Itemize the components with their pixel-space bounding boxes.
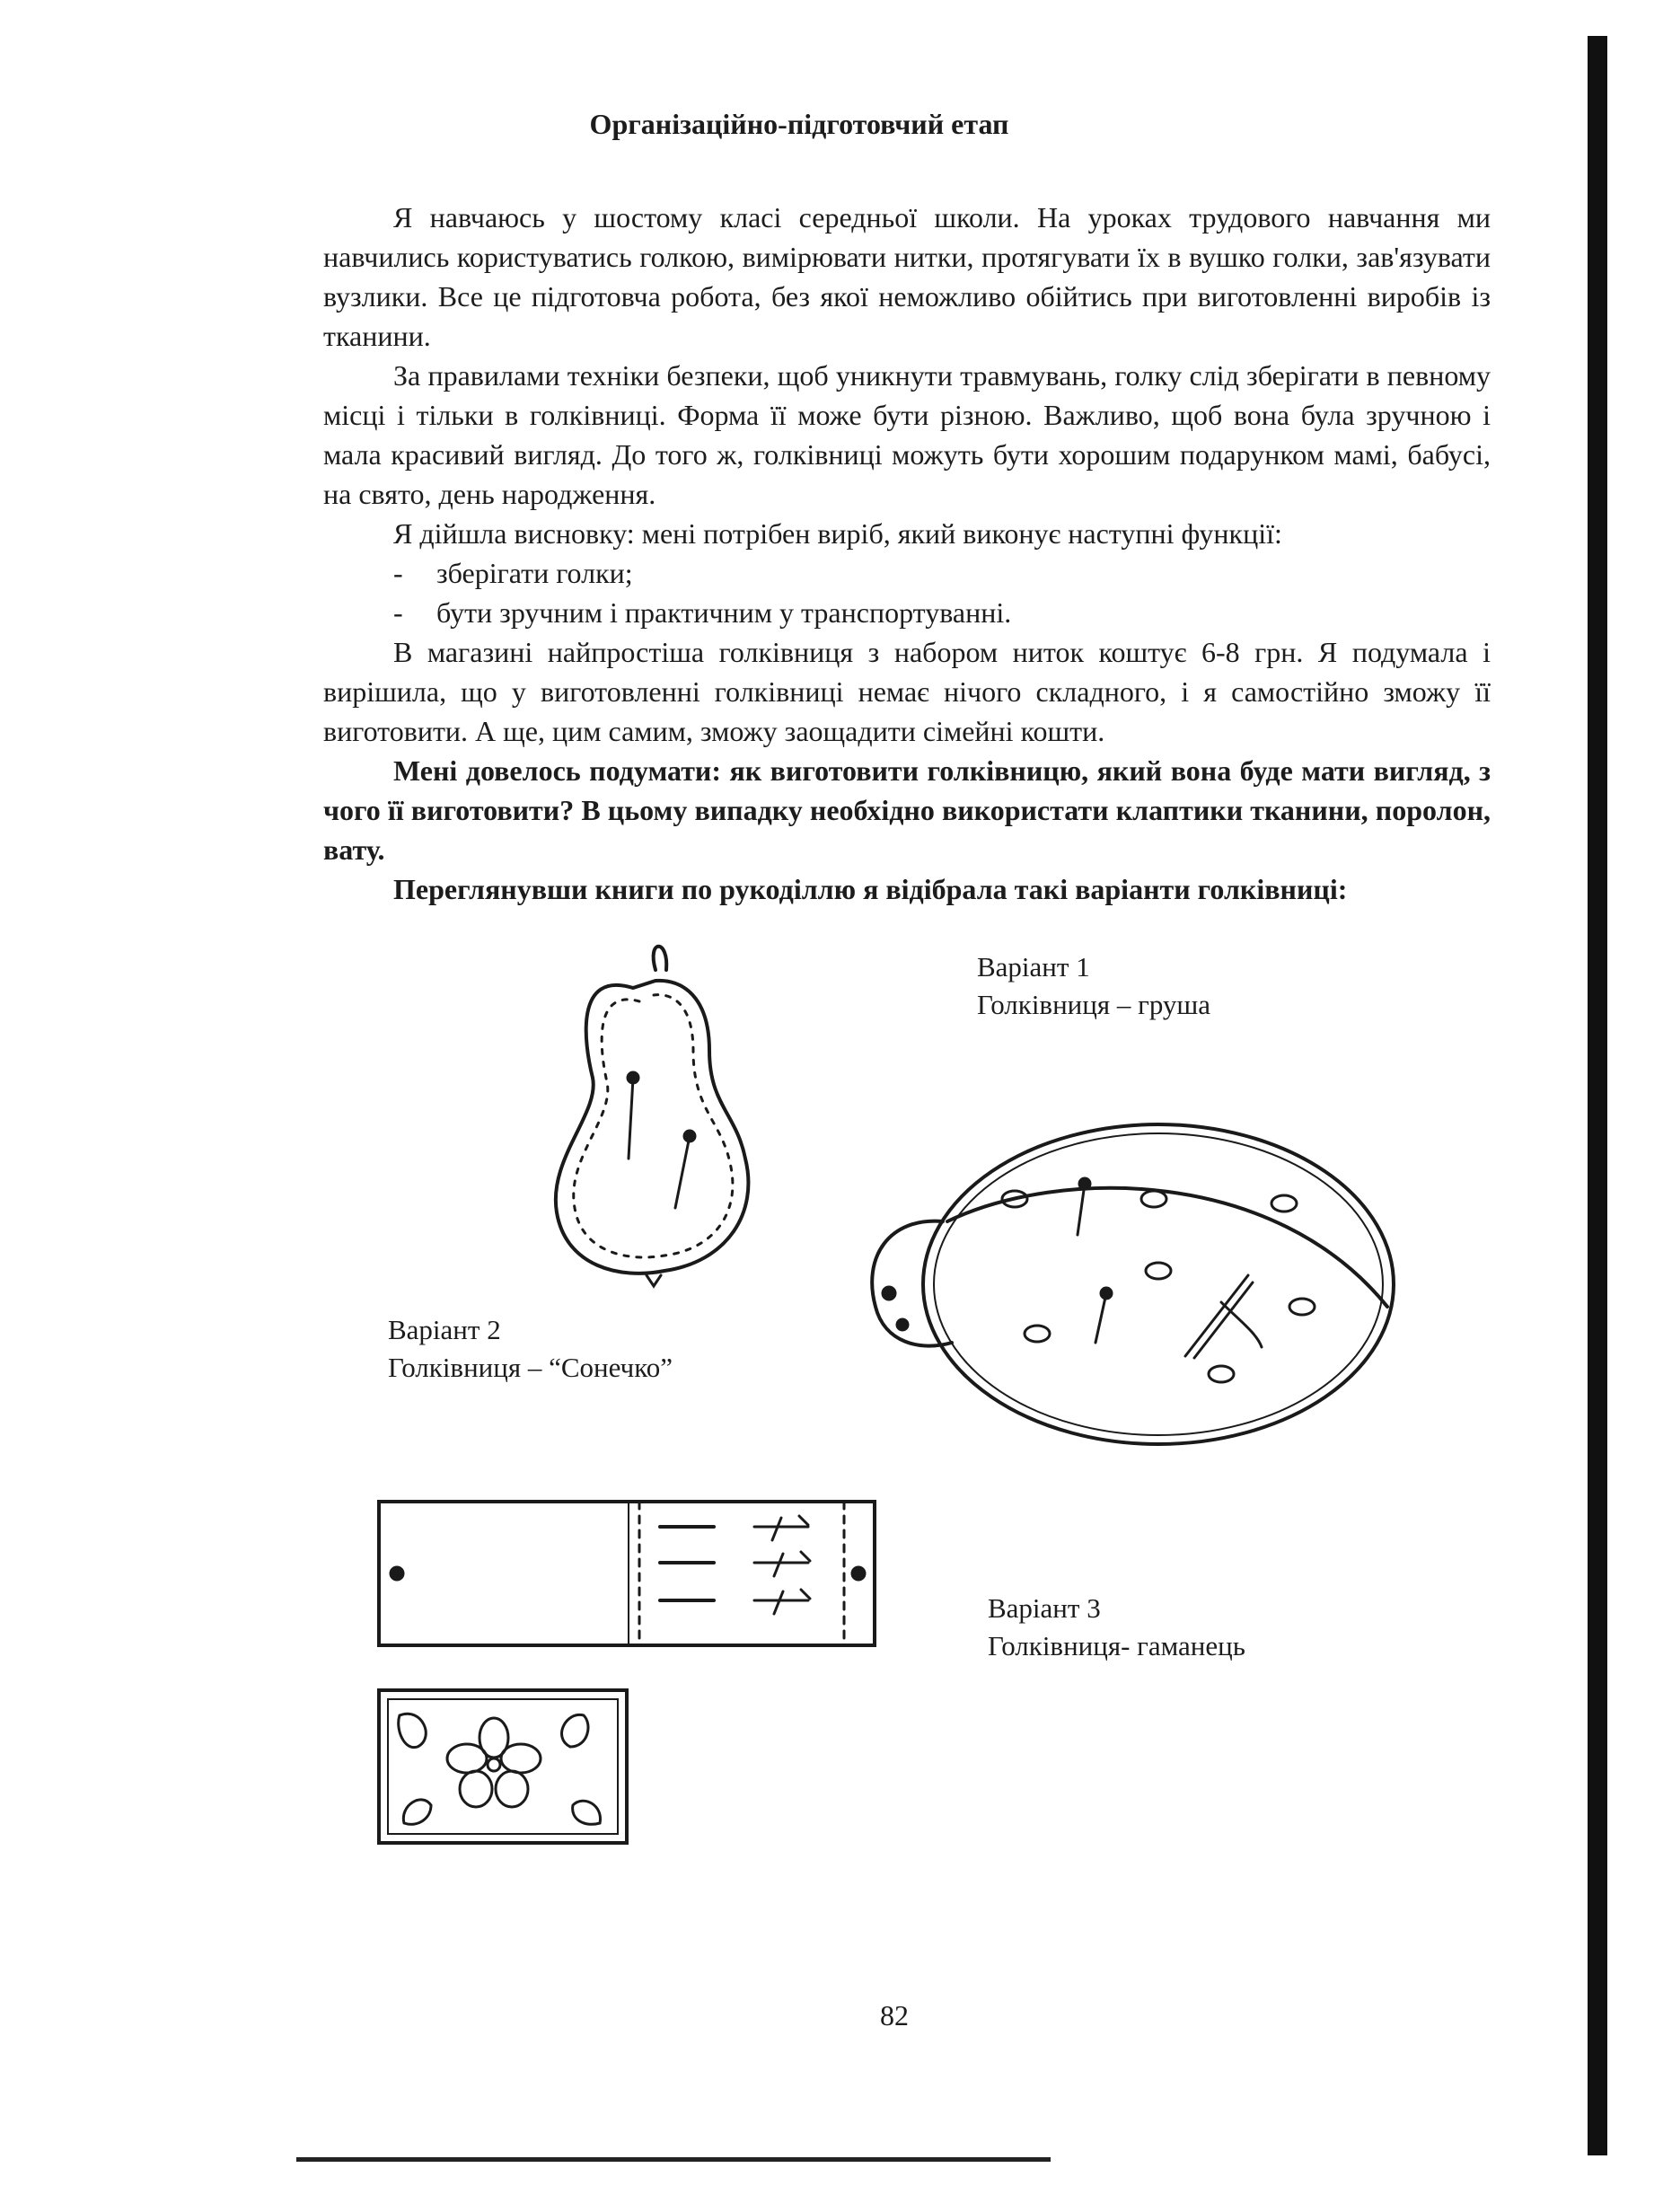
variant-label: Варіант 1 xyxy=(977,951,1090,983)
bullet-text: бути зручним і практичним у транспортуванні. xyxy=(436,596,1012,629)
paragraph: В магазині найпростіша голківниця з набором ниток коштує 6-8 грн. Я подумала і вирішила, що у виготовленні голківниці немає нічого складного, і я самостійно зможу її виготовити. А ще, цим самим, зможу заощадити сімейні кошти. xyxy=(323,636,1491,747)
bullet-item: - бути зручним і практичним у транспортуванні. xyxy=(393,596,1012,629)
paragraph: Мені довелось подумати: як виготовити голківницю, який вона буде мати вигляд, з чого її виготовити? В цьому випадку необхідно використати клаптики тканини, поролон, вату. xyxy=(323,754,1491,866)
paragraph: Я дійшла висновку: мені потрібен виріб, який виконує наступні функції: xyxy=(393,517,1282,550)
variant-label: Варіант 2 xyxy=(388,1314,501,1345)
variant-name: Голківниця – “Сонечко” xyxy=(388,1352,673,1383)
page-number: 82 xyxy=(880,1999,909,2031)
wallet-drawing xyxy=(379,1502,875,1843)
scan-bottom-line xyxy=(296,2157,1051,2162)
paragraph: Переглянувши книги по рукоділлю я відібрала такі варіанти голківниці: xyxy=(393,873,1348,905)
page-title: Організаційно-підготовчий етап xyxy=(589,108,1009,140)
ladybug-drawing xyxy=(872,1124,1394,1444)
scan-edge-bar xyxy=(1588,36,1607,2155)
bullet-text: зберігати голки; xyxy=(436,557,633,589)
pear-drawing xyxy=(556,947,749,1286)
variant-name: Голківниця – груша xyxy=(977,989,1211,1020)
variant-label: Варіант 3 xyxy=(988,1592,1101,1624)
paragraph: Я навчаюсь у шостому класі середньої школи. На уроках трудового навчання ми навчились користуватись голкою, вимірювати нитки, протягувати їх в вушко голки, зав'язувати вузлики. Все це підготовча робота, без якої неможливо обійтись при виготовленні виробів із тканини. xyxy=(323,201,1491,352)
bullet-item: - зберігати голки; xyxy=(393,557,633,589)
paragraph: За правилами техніки безпеки, щоб уникнути травмувань, голку слід зберігати в певному місці і тільки в голківниці. Форма її може бути різною. Важливо, щоб вона була зручною і мала красивий вигляд. До того ж, голківниці можуть бути хорошим подарунком мамі, бабусі, на свято, день народження. xyxy=(323,359,1491,510)
variant-name: Голківниця- гаманець xyxy=(988,1630,1245,1661)
